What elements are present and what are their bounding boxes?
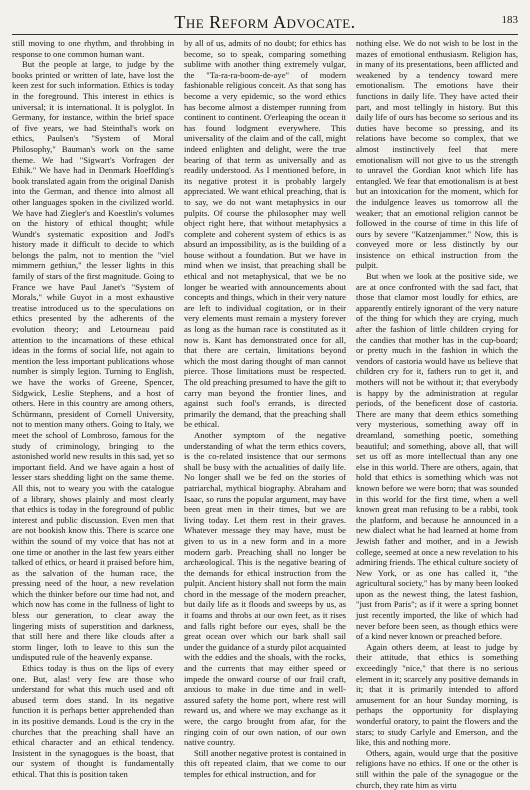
paragraph: But the people at large, to judge by the books printed or written of late, have lost the keen zest for such information. Ethics is today in the foreground. This interest in ethics is universal; it is international. It is polyglot. In Germany, for instance, within the brief space of five years, we had Steinthal's work on ethics, Paulsen's "System of Moral Philosophy," Bauman's work on the same theme. We had "Sigwart's Vorfragen der Ethik." We have had in Denmark Hoeffding's book translated again from the original Danish into the German, and thence into almost all other languages spoken in the civilized world. We have had Ziegler's and Koestlin's volumes on the history of ethical thought; while Wundt's systematic exposition and Jodl's history made it difficult to decide to which belongs the palm, not to mention the "viel mimmern gethiun," the lesser lights in this family of stars of the first magnitude. Going to France we have Paul Janet's "System of Morals," while Guyot in a most exhaustive treatise introduced us to the speculations on ethics presented by the adherents of the evolution theory; and Letourneau paid attention to the incarnations of these ethical ideas in the forms of social life, not again to mention the less important publications whose number is simply legion. Turning to English, we have the works of Greene, Spencer, Sidgwick, Leslie Stephens, and a host of others. Here in this country are among others, Schürmann, president of Cornell University, not to mention many others. Going to Italy, we meet the school of Lombroso, famous for the study of criminology, bringing to the astonished world new results in this sad, yet so important field. And we have again a host of lesser stars shedding light on the same theme. All this, not to weary you with the catalogue of a library, shows plainly and most clearly that ethics is today in the foreground of public interest and public discussion. Even men that are not bookish know this. There is scarce one within the sound of my voice that has not at one time or another in the last few years either talked of ethics, or heard it praised before him, as the salvation of the human race, the pressing need of the hour, a new revelation which the thinker before our time had not, and which now has come in the fullness of light to bless our generation, to clear away the lingering mists of superstition and darkness, that still here and there like clouds after a storm linger, loth to leave to this sun the undisputed rule of the heavenly expanse. [12,59,174,663]
paragraph: Another symptom of the negative understanding of what the term ethics covers, is the co-related insistence that our sermons shall be busy with the actualities of daily life. No longer shall we be fed on the stories of patriarchal, mythical biography. Abraham and Isaac, so runs the popular argument, may have been great men in their times, but we are living today. Let them rest in their graves. Whatever message they may have, must be given to us in a new form and in a more modern garb. Preaching shall no longer be archæological. This is the negative bearing of the demands for ethical instruction from the pulpit. Ancient history shall not form the main chord in the message of the modern preacher, but daily life as it floods and sweeps by us, as it foams and throbs at our own feet, as it rises and falls right before our eyes, shall be the great ocean over which our bark shall sail under the guidance of a sturdy pilot acquainted with the eddies and the shoals, with the rocks, and the currents that may either speed or impede the onward course of our frail craft, anxious to make in due time and in well-assured safety the home port, where rest will reward us, and where we may exchange as it were, the cargo brought from afar, for the ringing coin of our own nation, of our own native country. [184,429,346,748]
publication-title: The Reform Advocate. [174,12,356,32]
page-header [0,0,530,36]
paragraph: But when we look at the positive side, we are at once confronted with the sad fact, that those that clamor most loudly for ethics, are apparently entirely ignorant of the very nature of the thing for which they are crying, much after the fashion of little children crying for the candies that mother has in the cup-board; or pretty much in the fashion in which the vendors of castoria would have us believe that children cry for it, fathers run to get it, and mothers will not be without it; that everybody is happy by the administration at regular periods, of the beneficent dose of castoria. There are many that deem ethics something very mysterious, something away off in dreamland, something poetic, something beautiful; and something, above all, that will set us off as more intellectual than any one else in this world. There are others, again, that hold that ethics is something which was not known before we were born; that was sounded in this world for the first time, when a well known great man refusing to be a rabbi, took the platform, and because he announced in a new dialect what he had learned at home from Jewish father and mother, and in a Jewish college, seemed at once a new revelation to his admiring friends. The ethical culture society of New York, or as one has called it, "the agricultural society," has by many been looked upon as the newest thing, the latest fashion, "just from Paris"; as if it were a spring bonnet just recently imported, the like of which had never before been seen, as though ethics were of a kind never known or preached before. [356,271,518,642]
article-columns [12,38,518,790]
paragraph: Again others deem, at least to judge by their attitude, that ethics is something exceedingly "nice," that there is no serious element in it; scarcely any positive demands in it; that it is primarily intended to afford amusement for an hour Sunday morning, is perhaps the opportunity for displaying wonderful oratory, to paint the flowers and the stars; to study Carlyle and Emerson, and the like, this and nothing more. [356,641,518,748]
column-1 [12,38,174,790]
paragraph: Others, again, would urge that the positive religions have no ethics. If one or the other is still within the pale of the synagogue or the church, they rate him as virtu [356,747,518,790]
column-3 [356,38,518,790]
header-rule [12,34,518,35]
paragraph: Ethics today is thus on the lips of every one. But, alas! very few are those who understand for what this much used and oft abused term does stand. In its negative function it is perhaps better apprehended than in its positive demands. Loud is the cry in the churches that the preaching shall have an ethical character and an ethical tendency. Insistent in the synagogues is the boast, that our system of thought is fundamentally ethical. That this is position taken [12,663,174,779]
paragraph: still moving to one rhythm, and throbbing in response to one common human want. [12,38,174,59]
paragraph: nothing else. We do not wish to be lost in the mazes of emotional enthusiasm. Religion has, in many of its presentations, been afflicted and weakened by a tendency toward mere emotionalism. The emotions have their functions in daily life. They have acted their part, and most tellingly in history. But this daily life of ours has become so serious and its duties have become so pressing, and its relations have become so complex, that we almost instinctively feel that mere emotionalism will not give to us the strength to unravel the Gordian knot which life has entangled. We fear that emotionalism is at best but an intoxication for the moment, which for the indulgence leaves us tomorrow all the weaker; that an emotional religion cannot be followed in the course of time in this life of ours by severe "Katzenjammer." Now, this is conveyed more or less distinctly by our insistence on ethical instruction from the pulpit. [356,38,518,271]
paragraph: Still another negative protest is contained in this oft repeated claim, that we come to our temples for ethical instruction, and for [184,747,346,779]
paragraph: by all of us, admits of no doubt; for ethics has become, so to speak, comparing something sublime with another thing extremely vulgar, the "Ta-ra-ra-boom-de-aye" of modern fashionable religious conceit. As that song has become a very epidemic, so the word ethics has become almost a distemper running from continent to continent. O'erleaping the ocean it has found lodgment everywhere. This universality of the claim and of the call, might indeed enlighten and delight, were the true bearing of that term as universally and as readily understood. As I mentioned before, in its negative protest it is probably largely appreciated. We want ethical preaching, that is to say, we do not want metaphysics in our pulpits. Of course the philosopher may well object right here, that without metaphysics a complete and coherent system of ethics is as absurd an impossibility, as is the building of a house without a foundation. But we have in mind when we insist, that preaching shall be ethical and not metaphysical, that we be no longer be wearied with announcements about concepts and things, which in their very nature are left to individual cogitation, or in their very elements must remain a mystery forever as long as the human race is constituted as it now is. Kant has demonstrated once for all, that there are certain, limitations beyond which the most daring thought of man cannot pierce. Those limitations must be respected. The old preaching presumed to have the gift to carry man beyond the frontier lines, and against such fool's errands, is directed primarily the demand, that the preaching shall be ethical. [184,38,346,430]
column-2 [184,38,346,790]
page-number: 183 [501,14,518,26]
